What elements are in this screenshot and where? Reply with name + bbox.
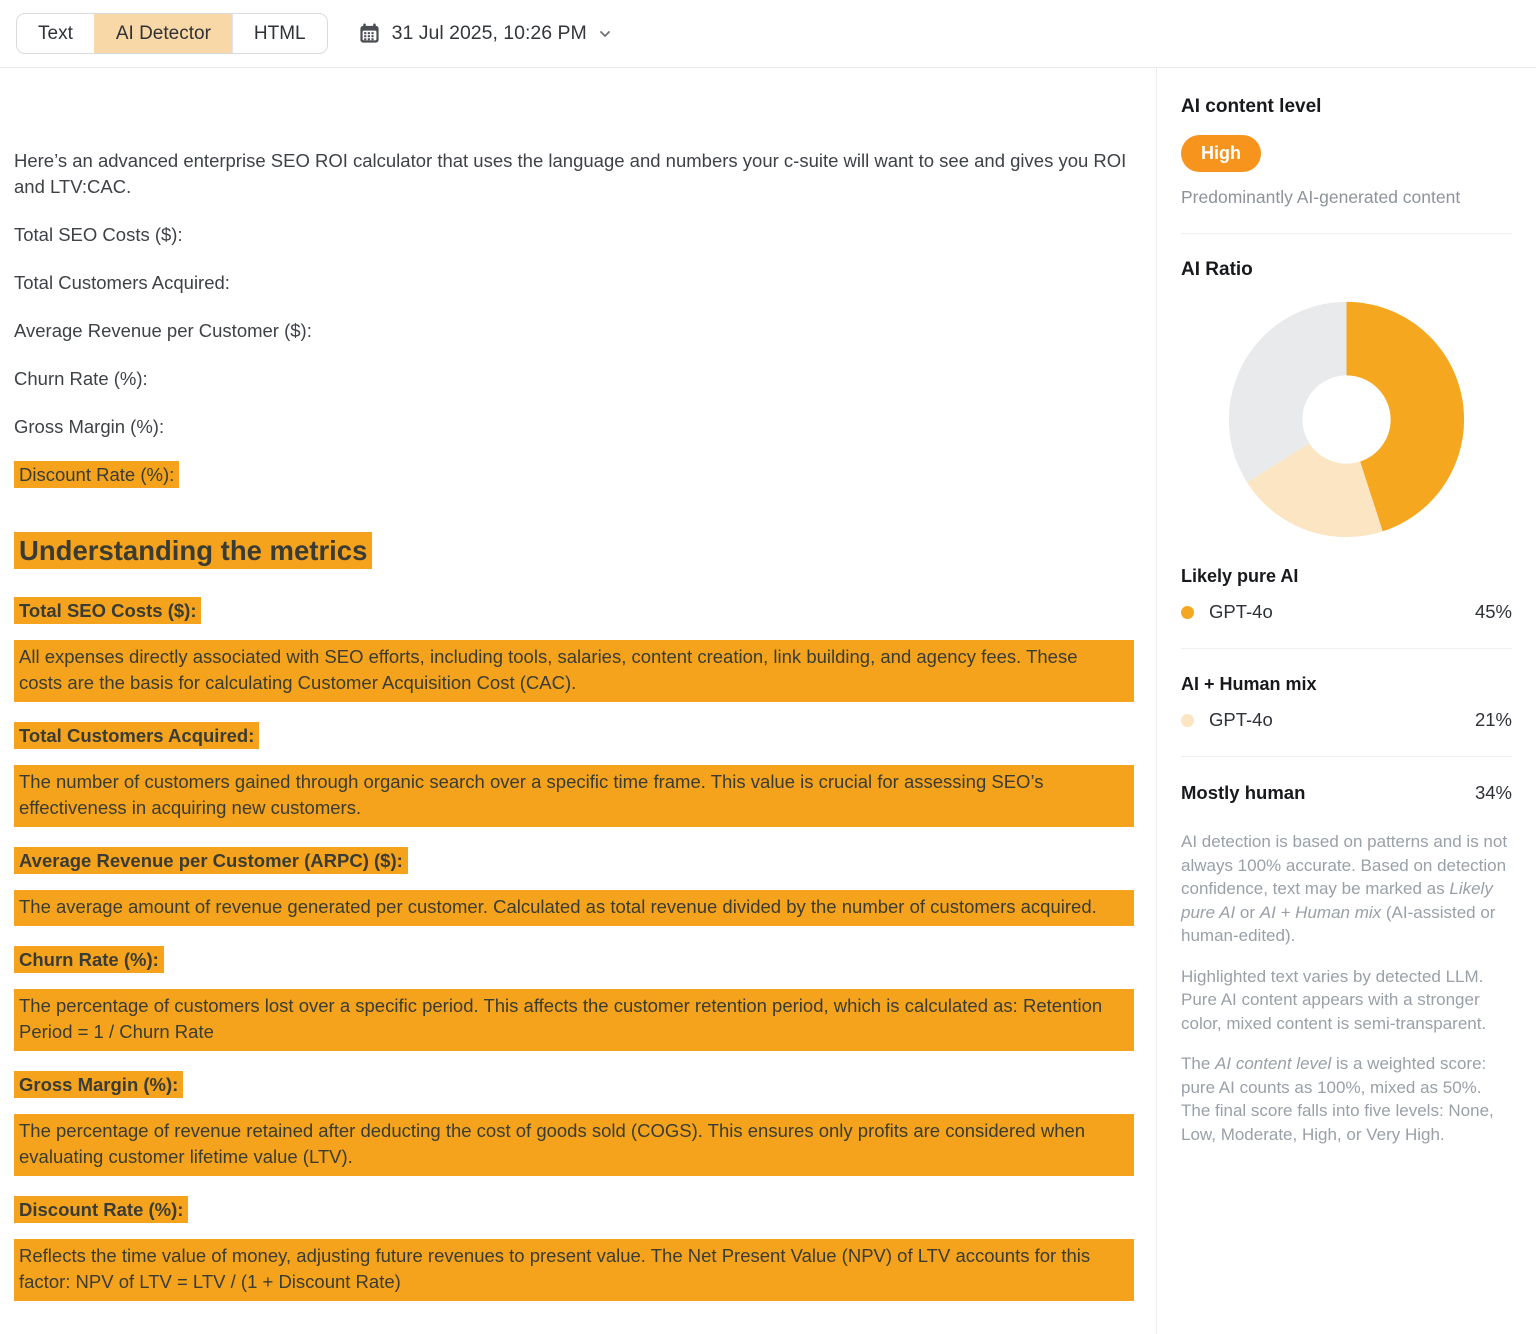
- ai-ratio-donut-chart: [1224, 297, 1469, 542]
- plain-line: Churn Rate (%):: [14, 368, 148, 389]
- metric-description: The average amount of revenue generated per customer. Calculated as total revenue divided by the number of customers acquired.: [14, 890, 1134, 926]
- metric-description: All expenses directly associated with SEO efforts, including tools, salaries, content creation, link building, and agency fees. These costs are the basis for calculating Customer Acquisition Cost (CAC).: [14, 640, 1134, 702]
- legend-label: GPT-4o: [1209, 601, 1273, 622]
- ai-level-caption: Predominantly AI-generated content: [1181, 187, 1461, 207]
- tab-text[interactable]: Text: [17, 14, 94, 53]
- toolbar: [0, 0, 1536, 68]
- metric-term: Gross Margin (%):: [14, 1072, 1134, 1098]
- legend-row: [1181, 709, 1512, 731]
- legend-group-title: AI + Human mix: [1181, 674, 1317, 694]
- plain-line: Total Customers Acquired:: [14, 272, 230, 293]
- metric-term: Churn Rate (%):: [14, 947, 1134, 973]
- divider: [1181, 756, 1512, 757]
- legend-row: [1181, 601, 1512, 623]
- date-picker[interactable]: [358, 22, 612, 45]
- intro-paragraph: Here’s an advanced enterprise SEO ROI calculator that uses the language and numbers your c-suite will want to see and gives you ROI and LTV:CAC.: [14, 150, 1127, 197]
- metric-description: The percentage of customers lost over a specific period. This affects the customer retention period, which is calculated as: Retention Period = 1 / Churn Rate: [14, 989, 1134, 1051]
- plain-line: Total SEO Costs ($):: [14, 224, 183, 245]
- plain-lines: [14, 222, 1134, 440]
- metric-description: The number of customers gained through organic search over a specific time frame. This value is crucial for assessing SEO’s effectiveness in acquiring new customers.: [14, 765, 1134, 827]
- legend-dot-icon: [1181, 714, 1194, 727]
- legend-dot-icon: [1181, 606, 1194, 619]
- calendar-icon: [358, 22, 381, 45]
- ai-detector-panel: [1157, 68, 1536, 1334]
- metric-description: Reflects the time value of money, adjusting future revenues to present value. The Net Present Value (NPV) of LTV accounts for this factor: NPV of LTV = LTV / (1 + Discount Rate): [14, 1239, 1134, 1301]
- metric-description: The percentage of revenue retained after deducting the cost of goods sold (COGS). This ensures only profits are considered when evaluating customer lifetime value (LTV).: [14, 1114, 1134, 1176]
- note-paragraph: Highlighted text varies by detected LLM. Pure AI content appears with a stronger color, mixed content is semi-transparent.: [1181, 966, 1487, 1033]
- ai-ratio-title: AI Ratio: [1181, 259, 1253, 280]
- legend: [1181, 566, 1512, 757]
- metric-term: Total Customers Acquired:: [14, 723, 1134, 749]
- note-paragraph: The AI content level is a weighted score: pure AI counts as 100%, mixed as 50%. The final score falls into five levels: None, Low, Moderate, High, or Very High.: [1181, 1054, 1494, 1144]
- plain-line: Average Revenue per Customer ($):: [14, 320, 312, 341]
- legend-value: 21%: [1474, 709, 1512, 730]
- plain-line: Gross Margin (%):: [14, 416, 165, 437]
- section-title: Understanding the metrics: [14, 534, 1134, 568]
- explanation-notes: [1181, 830, 1512, 1146]
- divider: [1181, 648, 1512, 649]
- metric-term: Discount Rate (%):: [14, 1197, 1134, 1223]
- mostly-human-row: Mostly human 34%: [1181, 782, 1512, 803]
- ai-content-level-title: AI content level: [1181, 96, 1322, 117]
- date-label: 31 Jul 2025, 10:26 PM: [391, 22, 587, 44]
- tab-ai-detector[interactable]: AI Detector: [94, 14, 232, 53]
- legend-label: GPT-4o: [1209, 709, 1273, 730]
- note-paragraph: AI detection is based on patterns and is not always 100% accurate. Based on detection confidence, text may be marked as Likely pure AI or AI + Human mix (AI-assisted or human-edited).: [1181, 832, 1508, 945]
- chevron-down-icon: [598, 27, 612, 41]
- legend-group-title: Likely pure AI: [1181, 566, 1299, 586]
- metric-entries: [14, 598, 1134, 1301]
- ai-level-badge: High: [1181, 135, 1261, 172]
- metric-term: Total SEO Costs ($):: [14, 598, 1134, 624]
- view-tabs: [16, 13, 328, 54]
- divider: [1181, 233, 1512, 234]
- highlighted-line: Discount Rate (%):: [14, 462, 1134, 488]
- legend-value: 45%: [1474, 601, 1512, 622]
- document-content: [0, 68, 1157, 1334]
- metric-term: Average Revenue per Customer (ARPC) ($):: [14, 848, 1134, 874]
- tab-html[interactable]: HTML: [232, 14, 327, 53]
